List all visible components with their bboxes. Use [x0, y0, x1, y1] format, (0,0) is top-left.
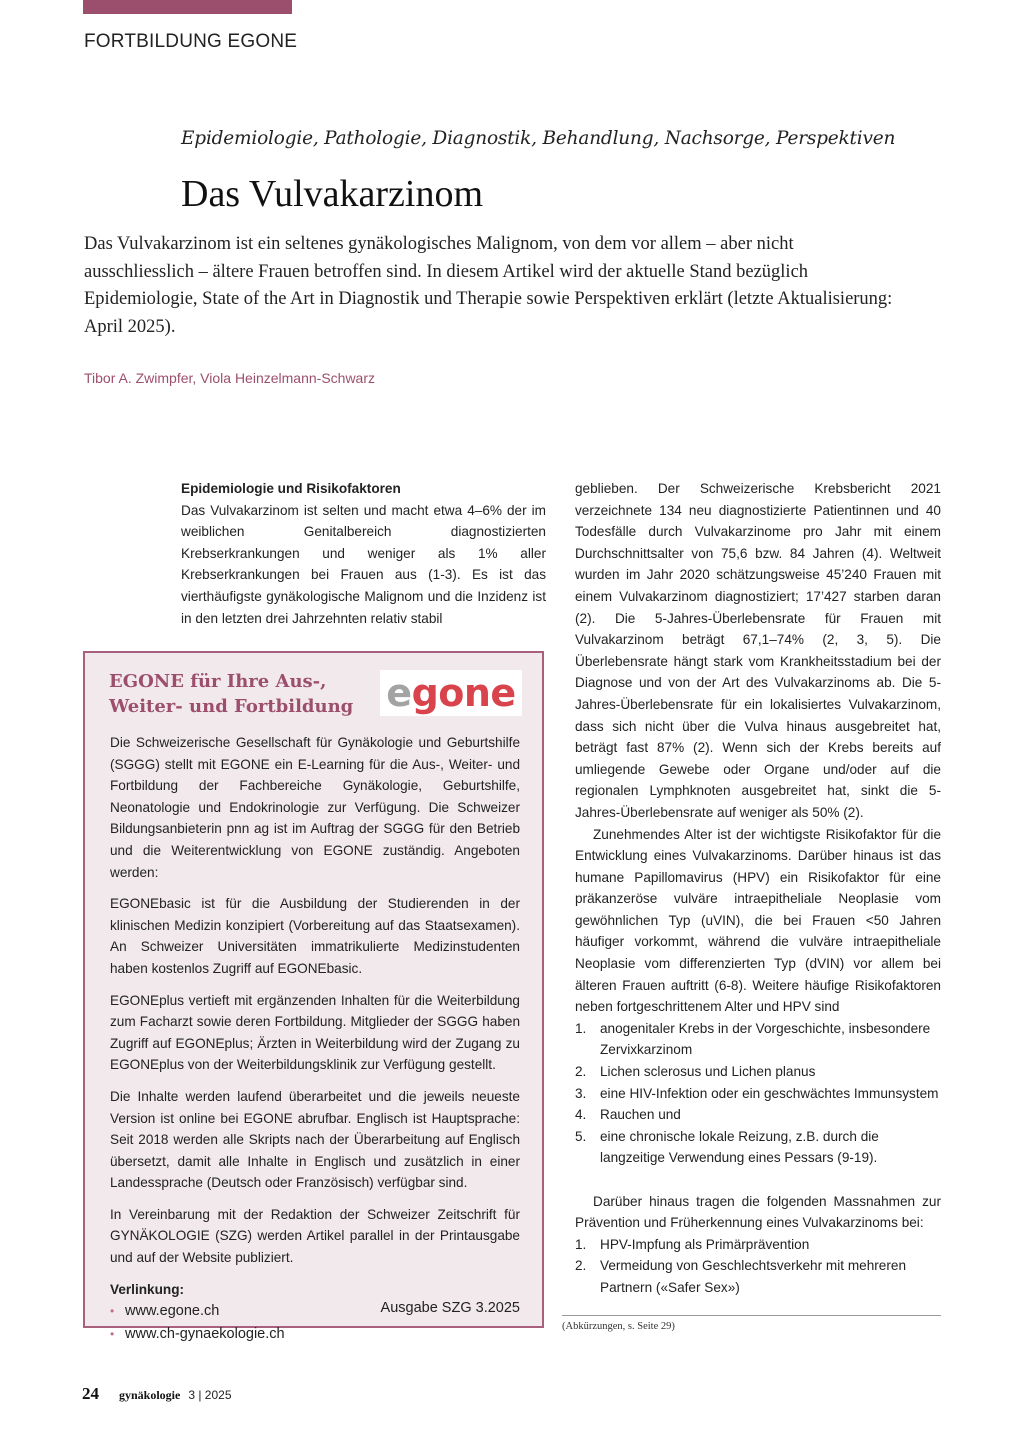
risk-factor-list [575, 1018, 941, 1169]
paragraph: Zunehmendes Alter ist der wichtigste Risikofaktor für die Entwicklung eines Vulvakarzinoms. Darüber hinaus ist das humane Papillomavirus (HPV) ein Risikofaktor für eine präkanzeröse vulväre intraepitheliale Neoplasie vom gewöhnlichen Typ (uVIN), die bei Frauen <50 Jahren häufiger vorkommt, während die vulväre intraepitheliale Neoplasie vom differenzierten Typ (dVIN) vor allem bei älteren Frauen auftritt (6-8). Weitere häufige Risikofaktoren neben fortgeschrittenem Alter und HPV sind [575, 826, 941, 1015]
bullet-icon: • [110, 1327, 115, 1342]
edition-label: Ausgabe SZG 3.2025 [380, 1300, 520, 1316]
info-paragraph: EGONEbasic ist für die Ausbildung der Studierenden in der klinischen Medizin konzipiert (Vorbereitung auf das Staatsexamen). An Schweizer Universitäten immatrikulierte Medizinstudenten haben kostenlos Zugriff auf EGONEbasic. [110, 896, 520, 976]
paragraph: Das Vulvakarzinom ist selten und macht etwa 4–6% der im weiblichen Genitalbereich diagnostizierten Krebserkrankungen und weniger als 1% aller Krebserkrankungen bei Frauen aus (1-3). Es ist das vierthäufigste gynäkologische Malignom und die Inzidenz ist in den letzten drei Jahrzehnten relativ stabil [181, 502, 546, 626]
list-item: 4. Rauchen und [575, 1107, 681, 1123]
prevention-list [575, 1234, 941, 1299]
article-authors: Tibor A. Zwimpfer, Viola Heinzelmann-Schwarz [84, 370, 375, 386]
list-item: 1. HPV-Impfung als Primärprävention [575, 1236, 810, 1252]
list-item: 2. Vermeidung von Geschlechtsverkehr mit mehreren Partnern («Safer Sex») [575, 1258, 906, 1295]
right-column [575, 478, 941, 1299]
list-item: 5. eine chronische lokale Reizung, z.B. durch die langzeitige Verwendung eines Pessars (9-19). [575, 1128, 879, 1166]
info-paragraph: EGONEplus vertieft mit ergänzenden Inhalten für die Weiterbildung zum Facharzt sowie deren Fortbildung. Mitglieder der SGGG haben Zugriff auf EGONEplus; Ärzten in Weiterbildung wird der Zugang zu EGONEplus von der Weiterbildungsklinik zur Verfügung gestellt. [110, 992, 520, 1073]
section-heading-epidemiology: Epidemiologie und Risikofaktoren [181, 481, 401, 496]
link-egone[interactable]: www.egone.ch [125, 1303, 220, 1320]
link-item[interactable] [110, 1323, 520, 1346]
article-lead: Das Vulvakarzinom ist ein seltenes gynäkologisches Malignom, von dem vor allem – aber nicht ausschliesslich – ältere Frauen betroffen sind. In diesem Artikel wird der aktuelle Stand bezüglich Epidemiologie, State of the Art in Diagnostik und Therapie sowie Perspektiven erklärt (letzte Aktualisierung: April 2025). [84, 234, 893, 337]
article-kicker: Epidemiologie, Pathologie, Diagnostik, Behandlung, Nachsorge, Perspektiven [181, 128, 896, 149]
egone-info-box [83, 651, 544, 1343]
issue-number: 3 | 2025 [188, 1388, 232, 1402]
page-number: 24 [82, 1384, 99, 1403]
info-paragraph: Die Inhalte werden laufend überarbeitet und die jeweils neueste Version ist online bei EGONE abrufbar. Englisch ist Hauptsprache: Seit 2018 werden alle Skripts nach der Überarbeitung auf Englisch übersetzt, damit alle Inhalte in Englisch und zusätzlich in einer Landessprache (Deutsch oder Französisch) verfügbar sind. [110, 1088, 520, 1191]
info-paragraph: In Vereinbarung mit der Redaktion der Schweizer Zeitschrift für GYNÄKOLOGIE (SZG) werden Artikel parallel in der Printausgabe und auf der Website publiziert. [110, 1206, 520, 1266]
journal-name: gynäkologie [119, 1388, 181, 1402]
page-footer [82, 1384, 232, 1404]
section-label: FORTBILDUNG EGONE [84, 31, 298, 52]
paragraph: geblieben. Der Schweizerische Krebsbericht 2021 verzeichnete 134 neu diagnostizierte Patientinnen und 40 Todesfälle durch Vulvakarzinome pro Jahr mit einem Durchschnittsalter von 75,6 bzw. 84 Jahren (4). Weltweit wurden im Jahr 2020 schätzungsweise 45’240 Frauen mit einem Vulvakarzinom diagnostiziert; 17’427 starben daran (2). Die 5-Jahres-Überlebensrate für Frauen mit Vulvakarzinom beträgt 67,1–74% (2, 3, 5). Die Überlebensrate hängt stark vom Krankheitsstadium bei der Diagnose und von der Art des Vulvakarzinoms ab. Die 5-Jahres-Überlebensrate für ein lokalisiertes Vulvakarzinom, dass sich nicht über die Vulva hinaus ausgebreitet hat, beträgt fast 87% (2). Wenn sich der Krebs bereits auf umliegende Gewebe oder Organe und/oder auf die regionalen Lymphknoten ausgebreitet hat, sinkt die 5-Jahres-Überlebensrate auf weniger als 50% (2). [575, 481, 941, 820]
article-title: Das Vulvakarzinom [181, 173, 483, 215]
info-box-body [110, 732, 520, 1346]
info-paragraph: Die Schweizerische Gesellschaft für Gynäkologie und Geburtshilfe (SGGG) stellt mit EGONE ein E-Learning für die Aus-, Weiter- und Fortbildung der Fachbereiche Gynäkologie, Geburtshilfe, Neonatologie und Endokrinologie zur Verfügung. Die Schweizer Bildungsanbieterin pnn ag ist im Auftrag der SGGG für den Betrieb und die Weiterentwicklung von EGONE zuständig. Angeboten werden: [110, 735, 520, 880]
header-accent-bar [83, 0, 292, 14]
logo-gone: gone [411, 671, 516, 715]
footnote-divider [562, 1315, 941, 1316]
egone-logo [380, 670, 522, 716]
abbreviation-note: (Abkürzungen, s. Seite 29) [562, 1321, 675, 1332]
spacer [575, 1169, 941, 1191]
list-item: 2. Lichen sclerosus und Lichen planus [575, 1064, 816, 1080]
links-heading: Verlinkung: [110, 1281, 185, 1297]
link-ch-gynaekologie[interactable]: www.ch-gynaekologie.ch [125, 1326, 285, 1343]
logo-e: e [386, 671, 412, 715]
list-item: 1. anogenitaler Krebs in der Vorgeschichte, insbesondere Zervixkarzinom [575, 1020, 931, 1058]
list-item: 3. eine HIV-Infektion oder ein geschwächtes Immunsystem [575, 1085, 939, 1101]
info-box-title: EGONE für Ihre Aus-, Weiter- und Fortbildung [109, 671, 354, 717]
paragraph: Darüber hinaus tragen die folgenden Massnahmen zur Prävention und Früherkennung eines Vulvakarzinoms bei: [575, 1193, 941, 1231]
left-column [181, 478, 546, 629]
bullet-icon: • [110, 1304, 115, 1319]
